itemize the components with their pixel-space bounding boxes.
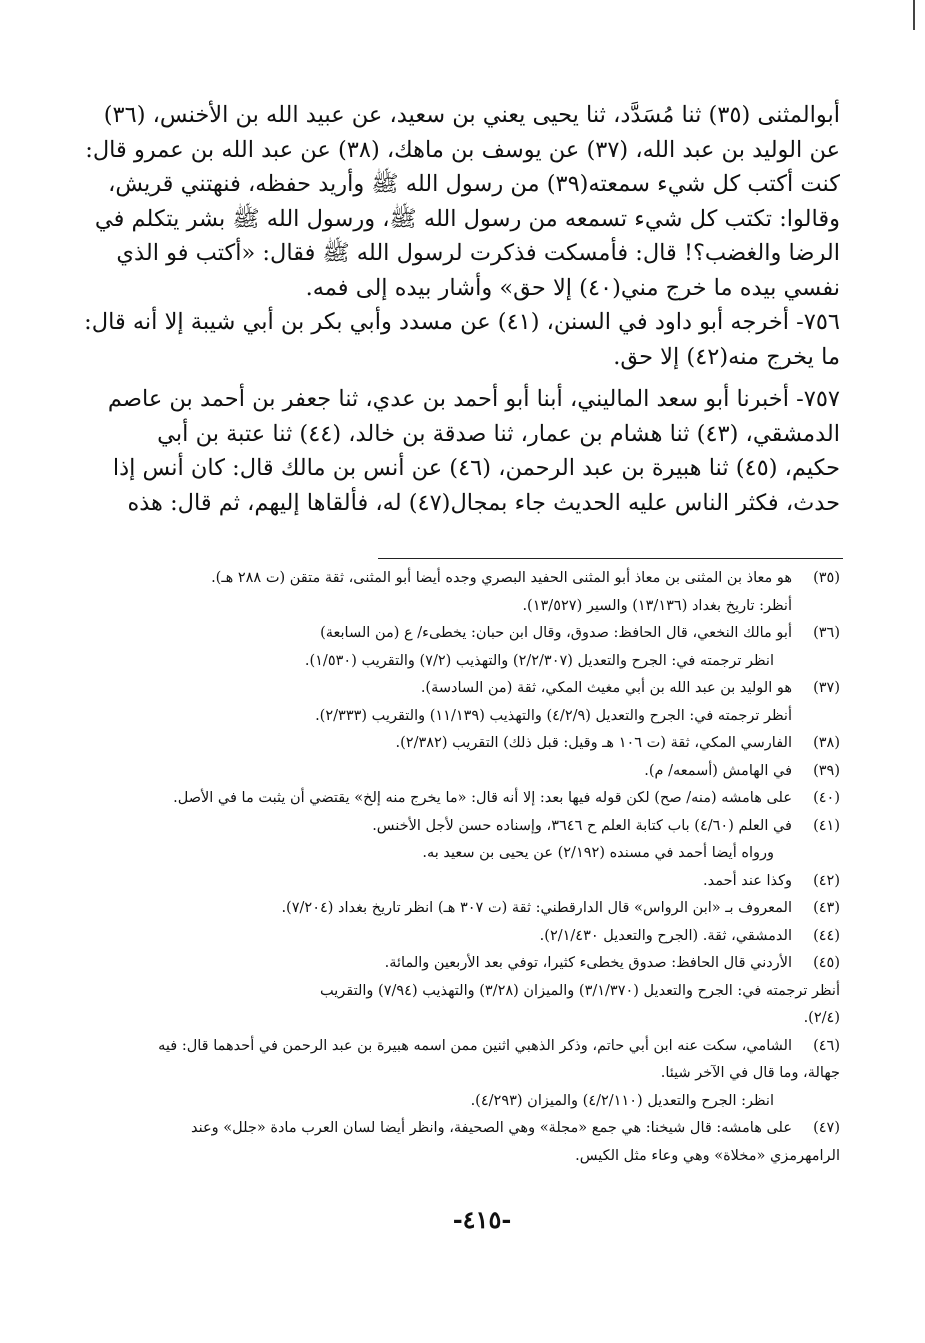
footnote-number: (٤٢) (813, 872, 840, 889)
main-line: ما يخرج منه(٤٢) إلا حق. (613, 343, 840, 370)
main-line: كنت أكتب كل شيء سمعته(٣٩) من رسول الله ﷺ وأريد حفظه، فنهتني قريش، (108, 171, 840, 197)
footnote (135, 895, 840, 923)
footnote-divider (378, 558, 843, 559)
footnote-line: أبو مالك النخعي، قال الحافظ: صدوق، وقال ابن حبان: يخطىء/ ع (من السابعة) (320, 625, 792, 641)
footnote-line: الشامي، سكت عنه ابن أبي حاتم، وذكر الذهبي اثنين ممن اسمه هبيرة بن عبد الرحمن في أحدهما قال: فيه (158, 1037, 792, 1054)
footnote (135, 785, 840, 813)
main-line: الرضا والغضب؟! قال: فأمسكت فذكرت لرسول الله ﷺ فقال: «أكتب فو الذي (116, 240, 840, 266)
footnote (135, 1115, 840, 1170)
footnote-line: على هامشه (منه/ صح) لكن قوله فيها بعد: إلا أنه قال: «ما يخرج منه إلخ» يقتضي أن يثبت ما في الأصل. (173, 790, 792, 806)
footnote-number: (٣٥) (813, 570, 840, 586)
footnote-line: أنظر ترجمته في: الجرح والتعديل (٤/٢/٩) والتهذيب (١١/١٣٩) والتقريب (٢/٣٣٣). (315, 707, 792, 724)
footnote (135, 730, 840, 758)
page-number: -٤١٥- (452, 1205, 512, 1234)
main-line: حدث، فكثر الناس عليه الحديث جاء بمجال(٤٧) له، فألقاها إليهم، ثم قال: هذه (127, 489, 840, 516)
footnote (135, 950, 840, 1033)
main-line: ٧٥٧- أخبرنا أبو سعد الماليني، أبنا أبو أحمد بن عدي، ثنا جعفر بن أحمد بن عاصم (107, 386, 840, 412)
footnote-number: (٣٩) (813, 762, 840, 779)
footnote-line: انظر ترجمته في: الجرح والتعديل (٢/٢/٣٠٧) والتهذيب (٧/٢) والتقريب (١/٥٣٠). (304, 652, 774, 669)
footnote-line: هو الوليد بن عبد الله بن أبي مغيث المكي، ثقة (من السادسة). (420, 680, 792, 696)
main-line: ٧٥٦- أخرجه أبو داود في السنن، (٤١) عن مسدد وأبي بكر بن أبي شيبة إلا أنه قال: (84, 309, 840, 335)
main-line: وقالوا: تكتب كل شيء تسمعه من رسول الله ﷺ، ورسول الله ﷺ بشر يتكلم في (94, 205, 840, 232)
footnote-number: (٣٨) (813, 735, 840, 751)
footnote-number: (٤٤) (813, 927, 840, 944)
footnote-line: ورواه أيضا أحمد في مسنده (٢/١٩٢) عن يحيى بن سعيد به. (422, 845, 774, 861)
scan-edge-mark (909, 0, 915, 30)
footnote-number: (٣٦) (813, 625, 840, 641)
footnote-number: (٣٧) (813, 680, 840, 696)
footnote (135, 675, 840, 730)
footnote-line: أنظر: تاريخ بغداد (١٣/١٣٦) والسير (١٣/٥٢٧). (522, 597, 792, 614)
main-line: أبوالمثنى (٣٥) ثنا مُسَدَّد، ثنا يحيى يعني بن سعيد، عن عبيد الله بن الأخنس، (٣٦) (103, 102, 840, 128)
footnotes (135, 565, 840, 1170)
footnote-line: الدمشقي، ثقة. (الجرح والتعديل ٢/١/٤٣٠). (539, 927, 792, 944)
footnote (135, 1033, 840, 1116)
footnote-number: (٤١) (813, 817, 840, 834)
footnote-line: (٢/٤). (803, 1010, 840, 1026)
footnote-line: انظر: الجرح والتعديل (٤/٢/١١٠) والميزان (٤/٢٩٣). (470, 1092, 774, 1109)
footnote-number: (٤٥) (813, 955, 840, 971)
main-line: حكيم، (٤٥) ثنا هبيرة بن عبد الرحمن، (٤٦) عن أنس بن مالك قال: كان أنس إذا (112, 455, 840, 481)
footnote-line: جهالة، وما قال في الآخر شيئا. (660, 1065, 840, 1081)
footnote (135, 813, 840, 868)
footnote-line: الفارسي المكي، ثقة (ت ١٠٦ هـ وقيل: قبل ذلك) التقريب (٢/٣٨٢). (395, 735, 792, 751)
footnote-line: أنظر ترجمته في: الجرح والتعديل (٣/١/٣٧٠) والميزان (٣/٢٨) والتهذيب (٧/٩٤) والتقريب (320, 982, 840, 999)
footnote-line: في الهامش (أسمعه/ م). (644, 762, 792, 779)
footnote (135, 758, 840, 786)
main-text (84, 98, 840, 520)
main-line: عن الوليد بن عبد الله، (٣٧) عن يوسف بن ماهك، (٣٨) عن عبد الله بن عمرو قال: (85, 136, 840, 163)
main-line: الدمشقي، (٤٣) ثنا هشام بن عمار، ثنا صدقة بن خالد، (٤٤) ثنا عتبة بن أبي (157, 420, 840, 447)
footnote (135, 868, 840, 896)
main-line: نفسي بيده ما خرج مني(٤٠) إلا حق» وأشار بيده إلى فمه. (305, 274, 840, 301)
footnote-line: المعروف بـ «ابن الرواس» قال الدارقطني: ثقة (ت ٣٠٧ هـ) انظر تاريخ بغداد (٧/٢٠٤). (281, 900, 792, 916)
footnote-line: في العلم (٤/٦٠) باب كتابة العلم ح ٣٦٤٦، وإسناده حسن لأجل الأخنس. (372, 817, 792, 834)
footnote-line: هو معاذ بن المثنى بن معاذ أبو المثنى الحفيد البصري وجده أيضا أبو المثنى، ثقة متقن (ت ٢٨٨ هـ). (211, 570, 792, 586)
footnote (135, 620, 840, 675)
footnote-number: (٤٣) (813, 900, 840, 916)
footnote-line: الأردني قال الحافظ: صدوق يخطىء كثيرا، توفي بعد الأربعين والمائة. (384, 955, 792, 971)
footnote (135, 565, 840, 620)
footnote-line: على هامشه: قال شيخنا: هي جمع «مجلة» وهي الصحيفة، وانظر أيضا لسان العرب مادة «جلل» وعند (191, 1120, 792, 1136)
footnote-number: (٤٧) (813, 1120, 840, 1136)
footnote-line: الرامهرمزي «مخلاة» وهي وعاء مثل الكيس. (575, 1147, 840, 1164)
footnote-number: (٤٠) (813, 790, 840, 806)
footnote-line: وكذا عند أحمد. (703, 872, 792, 889)
footnote-number: (٤٦) (813, 1037, 840, 1054)
footnote (135, 923, 840, 951)
